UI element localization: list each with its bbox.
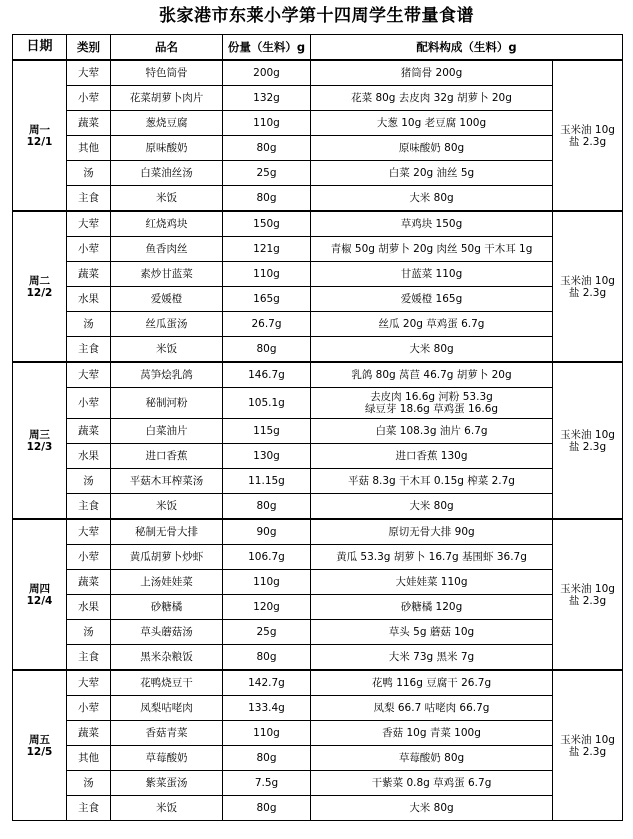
week-section xyxy=(13,670,623,821)
table-row xyxy=(13,620,623,645)
category-cell: 水果 xyxy=(67,595,111,620)
header-portion: 份量（生料）g xyxy=(223,35,311,61)
portion-cell: 25g xyxy=(223,161,311,186)
portion-cell: 80g xyxy=(223,136,311,161)
portion-cell: 105.1g xyxy=(223,388,311,419)
config-line: 猪筒骨 200g xyxy=(400,67,463,79)
day-label: 周五 xyxy=(29,733,50,746)
dish-cell: 素炒甘蓝菜 xyxy=(111,262,223,287)
table-row xyxy=(13,312,623,337)
category-cell: 蔬菜 xyxy=(67,111,111,136)
table-row xyxy=(13,60,623,86)
dish-cell: 莴笋烩乳鸽 xyxy=(111,362,223,388)
category-cell: 其他 xyxy=(67,136,111,161)
portion-cell: 106.7g xyxy=(223,545,311,570)
oil-amount: 玉米油 10g xyxy=(560,274,615,287)
config-cell xyxy=(311,419,553,444)
config-line: 平菇 8.3g 干木耳 0.15g 榨菜 2.7g xyxy=(348,475,515,487)
day-label: 周三 xyxy=(29,428,50,441)
portion-cell: 80g xyxy=(223,337,311,363)
portion-cell: 80g xyxy=(223,645,311,671)
config-cell xyxy=(311,796,553,821)
week-section xyxy=(13,519,623,670)
category-cell: 汤 xyxy=(67,469,111,494)
dish-cell: 米饭 xyxy=(111,186,223,212)
category-cell: 大荤 xyxy=(67,60,111,86)
dish-cell: 白菜油片 xyxy=(111,419,223,444)
category-cell: 汤 xyxy=(67,312,111,337)
day-date: 12/3 xyxy=(26,440,53,453)
category-cell: 主食 xyxy=(67,337,111,363)
dish-cell: 鱼香肉丝 xyxy=(111,237,223,262)
config-cell xyxy=(311,161,553,186)
dish-cell: 爱媛橙 xyxy=(111,287,223,312)
dish-cell: 花鸭烧豆干 xyxy=(111,670,223,696)
header-category: 类别 xyxy=(67,35,111,61)
table-header xyxy=(13,35,623,61)
category-cell: 大荤 xyxy=(67,362,111,388)
portion-cell: 200g xyxy=(223,60,311,86)
day-date: 12/4 xyxy=(26,594,53,607)
portion-cell: 132g xyxy=(223,86,311,111)
portion-cell: 115g xyxy=(223,419,311,444)
table-row xyxy=(13,771,623,796)
oil-amount: 玉米油 10g xyxy=(560,582,615,595)
category-cell: 水果 xyxy=(67,287,111,312)
oil-amount: 玉米油 10g xyxy=(560,428,615,441)
config-line: 香菇 10g 青菜 100g xyxy=(382,727,481,739)
portion-cell: 25g xyxy=(223,620,311,645)
config-line: 大米 80g xyxy=(409,192,454,204)
day-label: 周二 xyxy=(29,274,50,287)
dish-cell: 红烧鸡块 xyxy=(111,211,223,237)
dish-cell: 秘制河粉 xyxy=(111,388,223,419)
config-cell xyxy=(311,287,553,312)
category-cell: 主食 xyxy=(67,494,111,520)
portion-cell: 26.7g xyxy=(223,312,311,337)
dish-cell: 米饭 xyxy=(111,494,223,520)
portion-cell: 133.4g xyxy=(223,696,311,721)
category-cell: 大荤 xyxy=(67,211,111,237)
config-line: 进口香蕉 130g xyxy=(395,450,468,462)
portion-cell: 146.7g xyxy=(223,362,311,388)
category-cell: 汤 xyxy=(67,161,111,186)
table-row xyxy=(13,494,623,520)
dish-cell: 进口香蕉 xyxy=(111,444,223,469)
portion-cell: 110g xyxy=(223,570,311,595)
config-cell xyxy=(311,771,553,796)
table-row xyxy=(13,287,623,312)
config-line: 凤梨 66.7 咕咾肉 66.7g xyxy=(373,702,490,714)
config-cell xyxy=(311,111,553,136)
header-date: 日期 xyxy=(13,35,67,61)
table-row xyxy=(13,519,623,545)
config-cell xyxy=(311,595,553,620)
config-cell xyxy=(311,136,553,161)
salt-amount: 盐 2.3g xyxy=(568,594,607,607)
config-line: 黄瓜 53.3g 胡萝卜 16.7g 基围虾 36.7g xyxy=(336,551,527,563)
config-cell xyxy=(311,670,553,696)
dish-cell: 丝瓜蛋汤 xyxy=(111,312,223,337)
category-cell: 汤 xyxy=(67,771,111,796)
config-line: 青椒 50g 胡萝卜 20g 肉丝 50g 干木耳 1g xyxy=(330,243,533,255)
category-cell: 主食 xyxy=(67,645,111,671)
category-cell: 水果 xyxy=(67,444,111,469)
dish-cell: 草头蘑菇汤 xyxy=(111,620,223,645)
header-dish: 品名 xyxy=(111,35,223,61)
portion-cell: 165g xyxy=(223,287,311,312)
table-row xyxy=(13,469,623,494)
config-cell xyxy=(311,545,553,570)
table-row xyxy=(13,186,623,212)
config-cell xyxy=(311,696,553,721)
week-section xyxy=(13,362,623,519)
portion-cell: 90g xyxy=(223,519,311,545)
portion-cell: 80g xyxy=(223,796,311,821)
portion-cell: 110g xyxy=(223,262,311,287)
dish-cell: 原味酸奶 xyxy=(111,136,223,161)
config-line: 草鸡块 150g xyxy=(400,218,463,230)
category-cell: 主食 xyxy=(67,186,111,212)
config-line: 花菜 80g 去皮肉 32g 胡萝卜 20g xyxy=(351,92,512,104)
category-cell: 小荤 xyxy=(67,696,111,721)
portion-cell: 80g xyxy=(223,746,311,771)
config-line: 绿豆芽 18.6g 草鸡蛋 16.6g xyxy=(364,403,499,415)
table-row xyxy=(13,237,623,262)
table-row xyxy=(13,262,623,287)
dish-cell: 花菜胡萝卜肉片 xyxy=(111,86,223,111)
table-row xyxy=(13,362,623,388)
config-cell xyxy=(311,86,553,111)
config-line: 大米 80g xyxy=(409,343,454,355)
salt-amount: 盐 2.3g xyxy=(568,745,607,758)
dish-cell: 米饭 xyxy=(111,337,223,363)
config-cell xyxy=(311,494,553,520)
config-cell xyxy=(311,237,553,262)
table-row xyxy=(13,211,623,237)
menu-table xyxy=(12,34,623,821)
dish-cell: 上汤娃娃菜 xyxy=(111,570,223,595)
dish-cell: 黑米杂粮饭 xyxy=(111,645,223,671)
seasoning-cell xyxy=(553,60,623,211)
day-cell xyxy=(13,60,67,211)
dish-cell: 草莓酸奶 xyxy=(111,746,223,771)
dish-cell: 米饭 xyxy=(111,796,223,821)
portion-cell: 11.15g xyxy=(223,469,311,494)
table-row xyxy=(13,570,623,595)
dish-cell: 白菜油丝汤 xyxy=(111,161,223,186)
table-row xyxy=(13,86,623,111)
salt-amount: 盐 2.3g xyxy=(568,135,607,148)
table-row xyxy=(13,444,623,469)
config-line: 原切无骨大排 90g xyxy=(388,526,475,538)
config-cell xyxy=(311,469,553,494)
dish-cell: 秘制无骨大排 xyxy=(111,519,223,545)
table-row xyxy=(13,337,623,363)
portion-cell: 121g xyxy=(223,237,311,262)
category-cell: 小荤 xyxy=(67,86,111,111)
seasoning-cell xyxy=(553,670,623,821)
table-row xyxy=(13,545,623,570)
dish-cell: 平菇木耳榨菜汤 xyxy=(111,469,223,494)
table-row xyxy=(13,388,623,419)
day-cell xyxy=(13,670,67,821)
config-cell xyxy=(311,60,553,86)
day-cell xyxy=(13,519,67,670)
dish-cell: 特色筒骨 xyxy=(111,60,223,86)
config-line: 丝瓜 20g 草鸡蛋 6.7g xyxy=(378,318,485,330)
category-cell: 蔬菜 xyxy=(67,570,111,595)
portion-cell: 110g xyxy=(223,721,311,746)
portion-cell: 150g xyxy=(223,211,311,237)
portion-cell: 130g xyxy=(223,444,311,469)
category-cell: 蔬菜 xyxy=(67,262,111,287)
config-line: 去皮肉 16.6g 河粉 53.3g xyxy=(370,391,493,403)
portion-cell: 80g xyxy=(223,494,311,520)
table-row xyxy=(13,111,623,136)
day-label: 周一 xyxy=(29,123,50,136)
table-row xyxy=(13,645,623,671)
oil-amount: 玉米油 10g xyxy=(560,733,615,746)
category-cell: 其他 xyxy=(67,746,111,771)
oil-amount: 玉米油 10g xyxy=(560,123,615,136)
dish-cell: 香菇青菜 xyxy=(111,721,223,746)
config-cell xyxy=(311,519,553,545)
table-row xyxy=(13,595,623,620)
config-line: 草头 5g 蘑菇 10g xyxy=(388,626,475,638)
config-line: 大米 80g xyxy=(409,802,454,814)
config-cell xyxy=(311,620,553,645)
config-cell xyxy=(311,444,553,469)
config-line: 大米 80g xyxy=(409,500,454,512)
config-cell xyxy=(311,337,553,363)
day-cell xyxy=(13,211,67,362)
day-date: 12/1 xyxy=(26,135,53,148)
salt-amount: 盐 2.3g xyxy=(568,440,607,453)
config-line: 原味酸奶 80g xyxy=(398,142,465,154)
config-line: 大米 73g 黑米 7g xyxy=(388,651,475,663)
config-line: 大葱 10g 老豆腐 100g xyxy=(376,117,487,129)
config-cell xyxy=(311,721,553,746)
table-row xyxy=(13,161,623,186)
config-cell xyxy=(311,262,553,287)
table-row xyxy=(13,419,623,444)
category-cell: 蔬菜 xyxy=(67,721,111,746)
config-line: 干紫菜 0.8g 草鸡蛋 6.7g xyxy=(371,777,492,789)
config-line: 甘蓝菜 110g xyxy=(400,268,463,280)
day-label: 周四 xyxy=(29,582,50,595)
page-title: 张家港市东莱小学第十四周学生带量食谱 xyxy=(159,6,474,26)
config-line: 大娃娃菜 110g xyxy=(395,576,468,588)
table-row xyxy=(13,746,623,771)
category-cell: 小荤 xyxy=(67,237,111,262)
config-cell xyxy=(311,186,553,212)
config-cell xyxy=(311,388,553,419)
table-row xyxy=(13,670,623,696)
portion-cell: 110g xyxy=(223,111,311,136)
seasoning-cell xyxy=(553,211,623,362)
config-cell xyxy=(311,746,553,771)
category-cell: 小荤 xyxy=(67,388,111,419)
category-cell: 主食 xyxy=(67,796,111,821)
config-cell xyxy=(311,570,553,595)
salt-amount: 盐 2.3g xyxy=(568,286,607,299)
config-cell xyxy=(311,362,553,388)
dish-cell: 凤梨咕咾肉 xyxy=(111,696,223,721)
config-line: 花鸭 116g 豆腐干 26.7g xyxy=(371,677,492,689)
day-date: 12/5 xyxy=(26,745,53,758)
config-line: 砂糖橘 120g xyxy=(400,601,463,613)
header-config: 配料构成（生料）g xyxy=(311,35,623,61)
dish-cell: 葱烧豆腐 xyxy=(111,111,223,136)
config-cell xyxy=(311,211,553,237)
portion-cell: 80g xyxy=(223,186,311,212)
dish-cell: 紫菜蛋汤 xyxy=(111,771,223,796)
portion-cell: 142.7g xyxy=(223,670,311,696)
config-line: 草莓酸奶 80g xyxy=(398,752,465,764)
category-cell: 汤 xyxy=(67,620,111,645)
category-cell: 大荤 xyxy=(67,670,111,696)
portion-cell: 120g xyxy=(223,595,311,620)
week-section xyxy=(13,60,623,211)
category-cell: 小荤 xyxy=(67,545,111,570)
week-section xyxy=(13,211,623,362)
seasoning-cell xyxy=(553,362,623,519)
table-row xyxy=(13,696,623,721)
table-row xyxy=(13,796,623,821)
seasoning-cell xyxy=(553,519,623,670)
portion-cell: 7.5g xyxy=(223,771,311,796)
config-cell xyxy=(311,645,553,671)
table-row xyxy=(13,136,623,161)
day-cell xyxy=(13,362,67,519)
dish-cell: 黄瓜胡萝卜炒虾 xyxy=(111,545,223,570)
category-cell: 大荤 xyxy=(67,519,111,545)
config-line: 爱媛橙 165g xyxy=(400,293,463,305)
category-cell: 蔬菜 xyxy=(67,419,111,444)
dish-cell: 砂糖橘 xyxy=(111,595,223,620)
table-row xyxy=(13,721,623,746)
config-cell xyxy=(311,312,553,337)
config-line: 乳鸽 80g 莴苣 46.7g 胡萝卜 20g xyxy=(351,369,512,381)
config-line: 白菜 108.3g 油片 6.7g xyxy=(375,425,488,437)
config-line: 白菜 20g 油丝 5g xyxy=(388,167,475,179)
day-date: 12/2 xyxy=(26,286,53,299)
